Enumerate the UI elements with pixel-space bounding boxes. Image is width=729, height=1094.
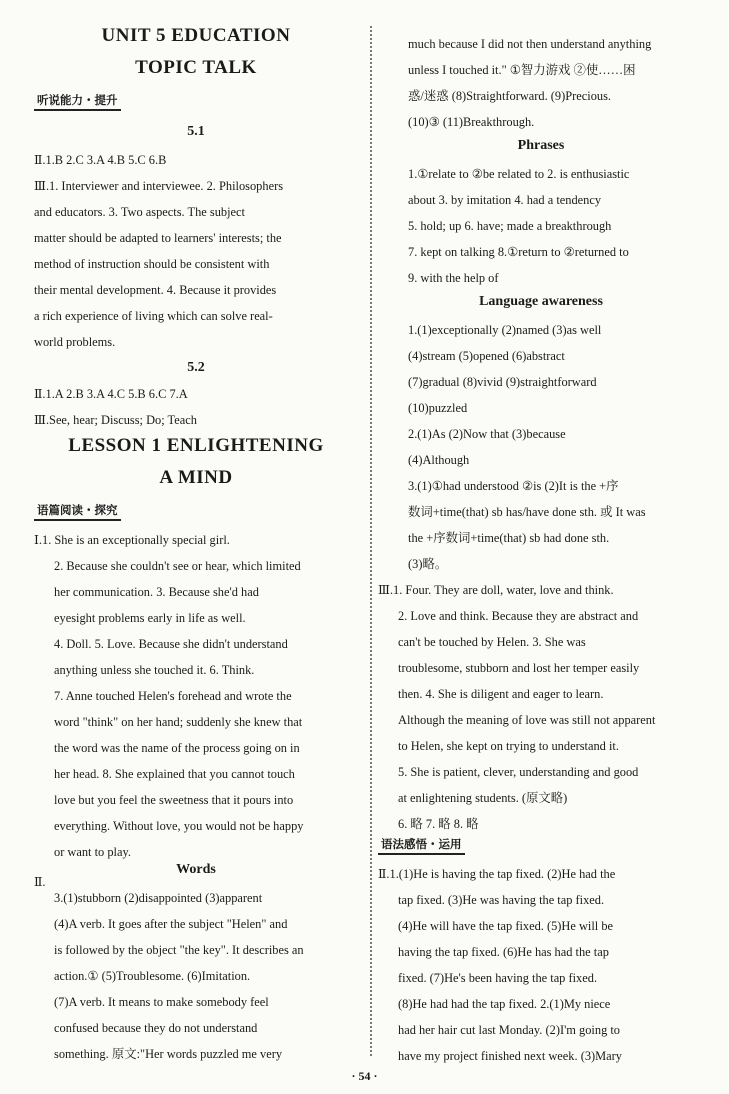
- answer-line: 7. kept on talking 8.①return to ②returned to: [408, 245, 629, 259]
- answer-line: Ⅱ.: [34, 875, 46, 889]
- section-tag: 语法感悟・运用: [378, 836, 465, 855]
- answer-line: 6. 略 7. 略 8. 略: [398, 817, 479, 831]
- section-heading: Language awareness: [479, 294, 603, 309]
- answer-line: method of instruction should be consistent with: [34, 257, 270, 271]
- section-heading: Words: [176, 862, 216, 877]
- answer-line: 1.①relate to ②be related to 2. is enthusiastic: [408, 167, 630, 181]
- answer-line: have my project finished next week. (3)Mary: [398, 1049, 622, 1063]
- answer-line: 5. hold; up 6. have; made a breakthrough: [408, 219, 612, 233]
- section-heading: 5.2: [187, 360, 205, 375]
- answer-line: Ⅱ.1.B 2.C 3.A 4.B 5.C 6.B: [34, 153, 167, 167]
- answer-line: unless I touched it." ①智力游戏 ②使……困: [408, 63, 636, 77]
- answer-line: anything unless she touched it. 6. Think.: [54, 663, 255, 677]
- answer-line: 惑/迷惑 (8)Straightforward. (9)Precious.: [408, 89, 612, 103]
- answer-line: world problems.: [34, 335, 116, 349]
- answer-line: fixed. (7)He's been having the tap fixed.: [398, 971, 598, 985]
- answer-line: the word was the name of the process going on in: [54, 741, 300, 755]
- answer-line: can't be touched by Helen. 3. She was: [398, 635, 586, 649]
- answer-line: 5. She is patient, clever, understanding and good: [398, 765, 639, 779]
- answer-line: (7)gradual (8)vivid (9)straightforward: [408, 375, 597, 389]
- answer-line: Ⅲ.See, hear; Discuss; Do; Teach: [34, 413, 197, 427]
- answer-line: love but you feel the sweetness that it pours into: [54, 793, 294, 807]
- section-heading: UNIT 5 EDUCATION: [101, 25, 291, 46]
- column-divider: [370, 26, 372, 1056]
- section-tag: 语篇阅读・探究: [34, 502, 121, 521]
- answer-line: (10)puzzled: [408, 401, 468, 415]
- answer-line: 2. Love and think. Because they are abstract and: [398, 609, 639, 623]
- answer-line: (7)A verb. It means to make somebody feel: [54, 995, 269, 1009]
- answer-line: (4)Although: [408, 453, 470, 467]
- section-tag: 听说能力・提升: [34, 92, 121, 111]
- answer-line: (4)A verb. It goes after the subject "Helen" and: [54, 917, 288, 931]
- answer-line: (3)略。: [408, 557, 448, 571]
- answer-line: at enlightening students. (原文略): [398, 791, 568, 805]
- answer-line: 3.(1)①had understood ②is (2)It is the +序: [408, 479, 619, 493]
- answer-line: her communication. 3. Because she'd had: [54, 585, 259, 599]
- answer-line: a rich experience of living which can solve real-: [34, 309, 273, 323]
- answer-line: something. 原文:"Her words puzzled me very: [54, 1047, 283, 1061]
- answer-line: much because I did not then understand anything: [408, 37, 652, 51]
- answer-line: troublesome, stubborn and lost her temper easily: [398, 661, 640, 675]
- answer-line: tap fixed. (3)He was having the tap fixed.: [398, 893, 605, 907]
- answer-line: (4)He will have the tap fixed. (5)He will be: [398, 919, 614, 933]
- section-heading: 5.1: [187, 124, 205, 139]
- answer-line: Ⅰ.1. She is an exceptionally special girl.: [34, 533, 230, 547]
- section-heading: TOPIC TALK: [135, 57, 257, 78]
- answer-line: Ⅱ.1.A 2.B 3.A 4.C 5.B 6.C 7.A: [34, 387, 188, 401]
- page-number: · 54 ·: [351, 1069, 378, 1083]
- answer-line: 7. Anne touched Helen's forehead and wrote the: [54, 689, 292, 703]
- answer-line: matter should be adapted to learners' interests; the: [34, 231, 282, 245]
- answer-line: her head. 8. She explained that you cannot touch: [54, 767, 295, 781]
- answer-line: 9. with the help of: [408, 271, 499, 285]
- answer-line: had her hair cut last Monday. (2)I'm going to: [398, 1023, 620, 1037]
- answer-line: having the tap fixed. (6)He has had the tap: [398, 945, 609, 959]
- answer-line: 2.(1)As (2)Now that (3)because: [408, 427, 566, 441]
- answer-line: 4. Doll. 5. Love. Because she didn't understand: [54, 637, 288, 651]
- answer-line: (4)stream (5)opened (6)abstract: [408, 349, 565, 363]
- answer-line: 1.(1)exceptionally (2)named (3)as well: [408, 323, 602, 337]
- answer-line: then. 4. She is diligent and eager to learn.: [398, 687, 604, 701]
- answer-line: Ⅲ.1. Four. They are doll, water, love and think.: [378, 583, 614, 597]
- answer-line: (10)③ (11)Breakthrough.: [408, 115, 535, 129]
- answer-line: or want to play.: [54, 845, 131, 859]
- answer-line: and educators. 3. Two aspects. The subject: [34, 205, 245, 219]
- answer-line: 3.(1)stubborn (2)disappointed (3)apparent: [54, 891, 263, 905]
- answer-line: (8)He had had the tap fixed. 2.(1)My niece: [398, 997, 611, 1011]
- answer-line: Ⅱ.1.(1)He is having the tap fixed. (2)He had the: [378, 867, 616, 881]
- answer-line: 数词+time(that) sb has/have done sth. 或 It was: [408, 505, 646, 519]
- answer-line: Ⅲ.1. Interviewer and interviewee. 2. Philosophers: [34, 179, 284, 193]
- answer-line: word "think" on her hand; suddenly she knew that: [54, 715, 303, 729]
- answer-line: the +序数词+time(that) sb had done sth.: [408, 531, 610, 545]
- answer-line: to Helen, she kept on trying to understand it.: [398, 739, 619, 753]
- answer-line: everything. Without love, you would not be happy: [54, 819, 304, 833]
- answer-line: confused because they do not understand: [54, 1021, 258, 1035]
- section-heading: A MIND: [159, 467, 233, 488]
- answer-line: action.① (5)Troublesome. (6)Imitation.: [54, 969, 251, 983]
- answer-line: their mental development. 4. Because it provides: [34, 283, 277, 297]
- answer-line: is followed by the object "the key". It describes an: [54, 943, 304, 957]
- answer-line: about 3. by imitation 4. had a tendency: [408, 193, 602, 207]
- answer-line: 2. Because she couldn't see or hear, which limited: [54, 559, 301, 573]
- answer-line: Although the meaning of love was still not apparent: [398, 713, 656, 727]
- section-heading: LESSON 1 ENLIGHTENING: [68, 435, 324, 456]
- section-heading: Phrases: [517, 138, 565, 153]
- answer-line: eyesight problems early in life as well.: [54, 611, 246, 625]
